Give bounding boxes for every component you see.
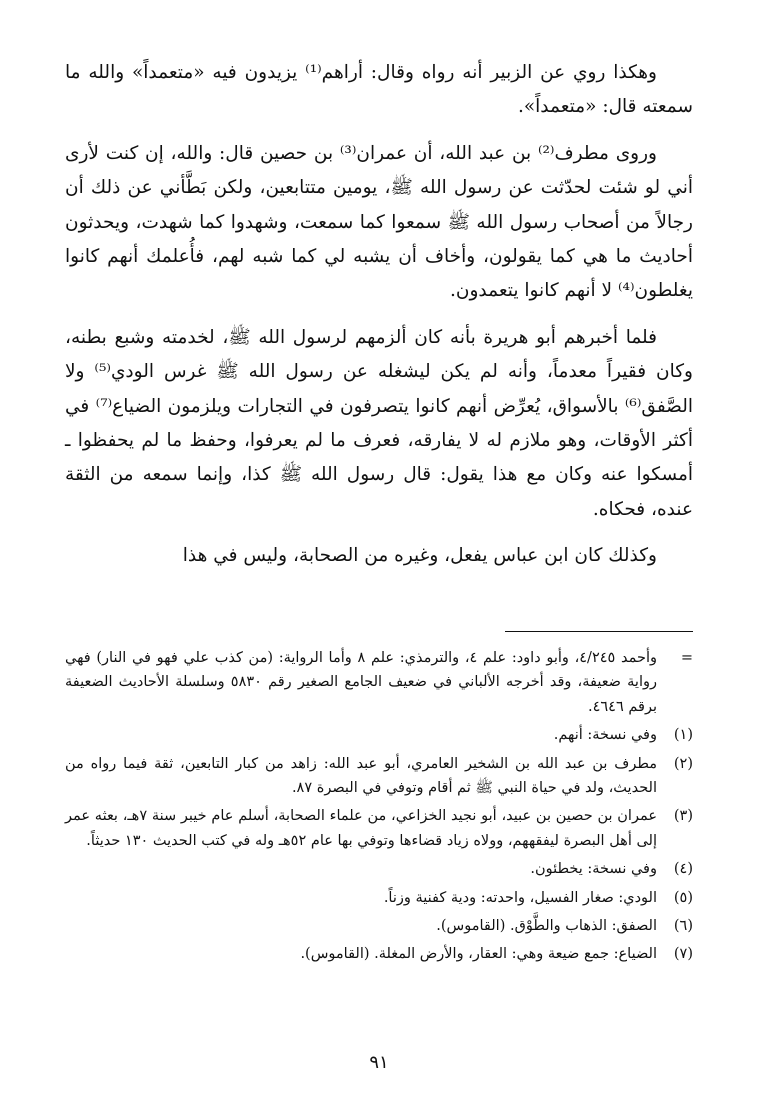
page-number: ٩١: [369, 1052, 389, 1073]
footnote-4: [65, 857, 693, 881]
footnote-text: الضياع: جمع ضيعة وهي: العقار، والأرض المغلة. (القاموس).: [300, 946, 657, 963]
footnote-marker: (٥): [673, 889, 693, 906]
footnote-3: [65, 804, 693, 853]
footnote-text: الصفق: الذهاب والطَّوْق. (القاموس).: [436, 918, 657, 935]
footnote-divider: [505, 631, 693, 632]
footnote-text: وفي نسخة: يخطئون.: [530, 861, 657, 878]
footnote-2: [65, 752, 693, 801]
main-text: [65, 56, 693, 586]
footnote-text: مطرف بن عبد الله بن الشخير العامري، أبو عبد الله: زاهد من كبار التابعين، ثقة فيما رواه من الحديث، ولد في حياة النبي ﷺ ثم أقام وتوفي في البصرة ٨٧.: [65, 755, 657, 797]
footnote-marker: (٤): [673, 861, 693, 878]
footnote-continued: [65, 646, 693, 719]
footnote-5: [65, 886, 693, 910]
footnote-marker: (٣): [673, 808, 693, 825]
footnote-text: عمران بن حصين بن عبيد، أبو نجيد الخزاعي، من علماء الصحابة، أسلم عام خيبر سنة ٧هـ، بعثه عمر إلى أهل البصرة ليفقههم، وولاه زياد قضاءها وتوفي بها عام ٥٢هـ وله في كتب الحديث ١٣٠ حديثاً.: [65, 808, 657, 849]
paragraph-3: فلما أخبرهم أبو هريرة بأنه كان ألزمهم لرسول الله ﷺ، لخدمته وشبع بطنه، وكان فقيراً معدماً، وأنه لم يكن ليشغله عن رسول الله ﷺ غرس الودي⁽⁵⁾ ولا الصَّفق⁽⁶⁾ بالأسواق، يُعرِّض أنهم كانوا يتصرفون في التجارات ويلزمون الضياع⁽⁷⁾ في أكثر الأوقات، وهو ملازم له لا يفارقه، فعرف ما لم يعرفوا، وحفظ ما لم يحفظوا ـ أمسكوا عنه وكان مع هذا يقول: قال رسول الله ﷺ كذا، وإنما سمعه من الثقة عنده، فحكاه.: [65, 326, 693, 520]
footnote-marker: (٢): [673, 755, 693, 772]
footnote-text: وفي نسخة: أنهم.: [553, 727, 657, 744]
paragraph-1: وهكذا روي عن الزبير أنه رواه وقال: أراهم⁽¹⁾ يزيدون فيه «متعمداً» والله ما سمعته قال: «متعمداً».: [65, 62, 693, 118]
footnotes: [65, 646, 693, 971]
paragraph-4: وكذلك كان ابن عباس يفعل، وغيره من الصحابة، وليس في هذا: [182, 545, 657, 567]
footnote-marker: (١): [673, 727, 693, 744]
footnote-marker: (٧): [673, 946, 693, 963]
footnote-marker: (٦): [673, 918, 693, 935]
paragraph-2: وروى مطرف⁽²⁾ بن عبد الله، أن عمران⁽³⁾ بن حصين قال: والله، إن كنت لأرى أني لو شئت لحدّثت عن رسول الله ﷺ، يومين متتابعين، ولكن بَطَّأني عن ذلك أن رجالاً من أصحاب رسول الله ﷺ سمعوا كما سمعت، وشهدوا كما شهدت، ويحدثون أحاديث ما هي كما يقولون، وأخاف أن يشبه لي كما شبه لهم، فأُعلمك أنهم كانوا يغلطون⁽⁴⁾ لا أنهم كانوا يتعمدون.: [65, 142, 693, 302]
footnote-text: الودي: صغار الفسيل، واحدته: ودية كفنية وزناً.: [383, 889, 657, 906]
footnote-text: وأحمد ٤/٢٤٥، وأبو داود: علم ٤، والترمذي: علم ٨ وأما الرواية: (من كذب علي فهو في النار) فهي رواية ضعيفة، وقد أخرجه الألباني في ضعيف الجامع الصغير رقم ٥٨٣٠ وسلسلة الأحاديث الضعيفة برقم ٤٦٤٦.: [65, 650, 657, 715]
footnote-1: [65, 723, 693, 747]
footnote-7: [65, 942, 693, 966]
footnote-marker: =: [680, 650, 693, 666]
footnote-6: [65, 914, 693, 938]
